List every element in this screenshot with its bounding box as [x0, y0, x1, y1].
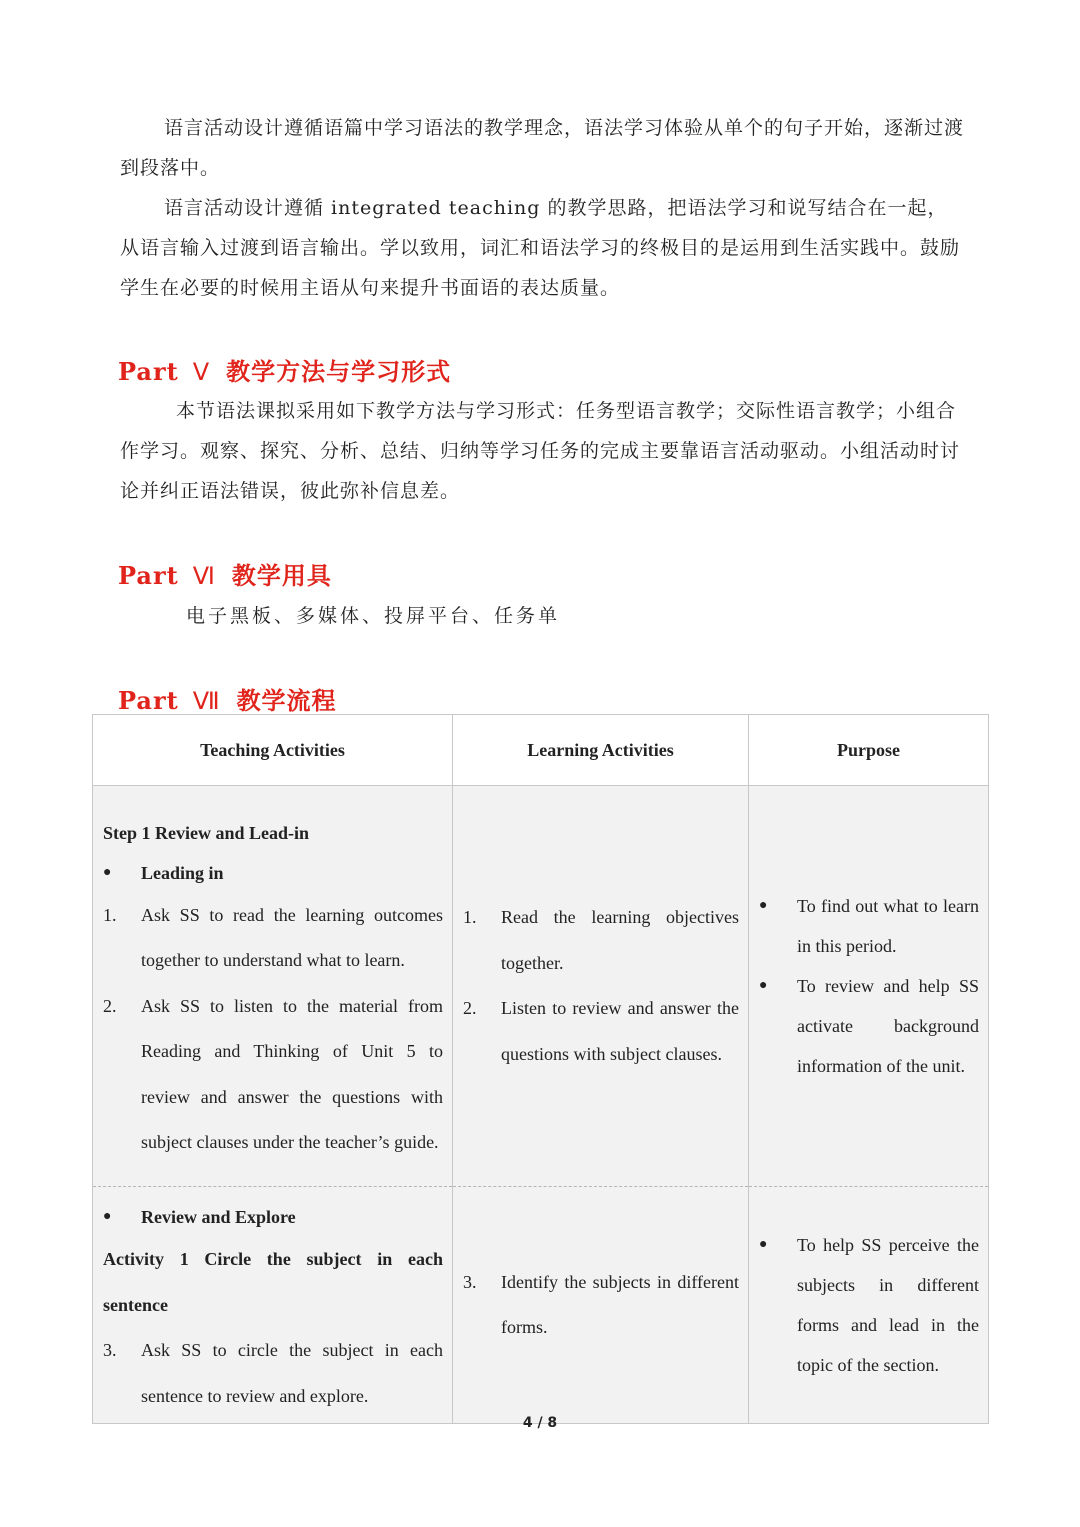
purpose-item: ● To help SS perceive the subjects in different forms and lead in the topic of the section.	[759, 1225, 979, 1385]
header-purpose: Purpose	[749, 715, 989, 786]
part6-tools-list: 电子黑板、多媒体、投屏平台、任务单	[186, 605, 561, 627]
part-number: Ⅶ	[192, 689, 221, 715]
step-title: Step 1 Review and Lead-in	[103, 822, 310, 843]
purpose-item: ● To review and help SS activate background information of the unit.	[759, 966, 979, 1086]
bullet-icon: ●	[759, 898, 768, 913]
table-row	[93, 786, 989, 1187]
part-number: Ⅴ	[192, 360, 211, 386]
intro-paragraph-1: 语言活动设计遵循语篇中学习语法的教学理念，语法学习体验从单个的句子开始，逐渐过渡到段落中。	[120, 117, 965, 179]
learning-cell	[453, 786, 749, 1187]
part-number: Ⅵ	[192, 564, 216, 590]
purpose-cell	[749, 1187, 989, 1424]
list-item: 3. Ask SS to circle the subject in each sentence to review and explore.	[103, 1340, 443, 1406]
list-item: 1. Ask SS to read the learning outcomes together to understand what to learn.	[103, 904, 443, 970]
table-header-row	[93, 715, 989, 786]
purpose-item: ● To find out what to learn in this period.	[759, 886, 979, 966]
table-row	[93, 1187, 989, 1424]
bullet-icon: ●	[103, 864, 112, 880]
list-item: 2. Ask SS to listen to the material from Reading and Thinking of Unit 5 to review and answer the questions with subject clauses under the teacher’s guide.	[103, 995, 443, 1152]
list-item: 3. Identify the subjects in different forms.	[463, 1271, 739, 1337]
list-item: 2. Listen to review and answer the questions with subject clauses.	[463, 998, 739, 1064]
part5-heading	[118, 352, 451, 387]
part-label: Part	[118, 561, 179, 590]
bullet-heading: ● Leading in	[103, 853, 443, 893]
bullet-icon: ●	[759, 1237, 768, 1252]
teaching-process-table	[92, 714, 989, 1424]
part6-heading	[118, 556, 332, 591]
page-number: 4 / 8	[522, 1415, 558, 1431]
header-learning-activities: Learning Activities	[453, 715, 749, 786]
teaching-cell	[93, 1187, 453, 1424]
purpose-cell	[749, 786, 989, 1187]
part7-heading	[118, 681, 337, 716]
part-title: 教学流程	[236, 686, 337, 715]
header-teaching-activities: Teaching Activities	[93, 715, 453, 786]
list-item: 1. Read the learning objectives together.	[463, 907, 739, 973]
part-title: 教学方法与学习形式	[226, 357, 452, 386]
activity-title: Activity 1 Circle the subject in each sentence	[103, 1249, 443, 1315]
part-title: 教学用具	[231, 561, 332, 590]
part-label: Part	[118, 686, 179, 715]
part5-paragraph: 本节语法课拟采用如下教学方法与学习形式：任务型语言教学；交际性语言教学；小组合作学习。观察、探究、分析、总结、归纳等学习任务的完成主要靠语言活动驱动。小组活动时讨论并纠正语法错误，彼此弥补信息差。	[120, 400, 961, 502]
learning-cell	[453, 1187, 749, 1424]
bullet-icon: ●	[759, 978, 768, 993]
part-label: Part	[118, 357, 179, 386]
bullet-icon: ●	[103, 1209, 112, 1224]
intro-paragraph-2: 语言活动设计遵循 integrated teaching 的教学思路，把语法学习和说写结合在一起，从语言输入过渡到语言输出。学以致用，词汇和语法学习的终极目的是运用到生活实践中。鼓励学生在必要的时候用主语从句来提升书面语的表达质量。	[120, 197, 961, 299]
bullet-heading: ● Review and Explore	[103, 1197, 443, 1237]
teaching-cell	[93, 786, 453, 1187]
